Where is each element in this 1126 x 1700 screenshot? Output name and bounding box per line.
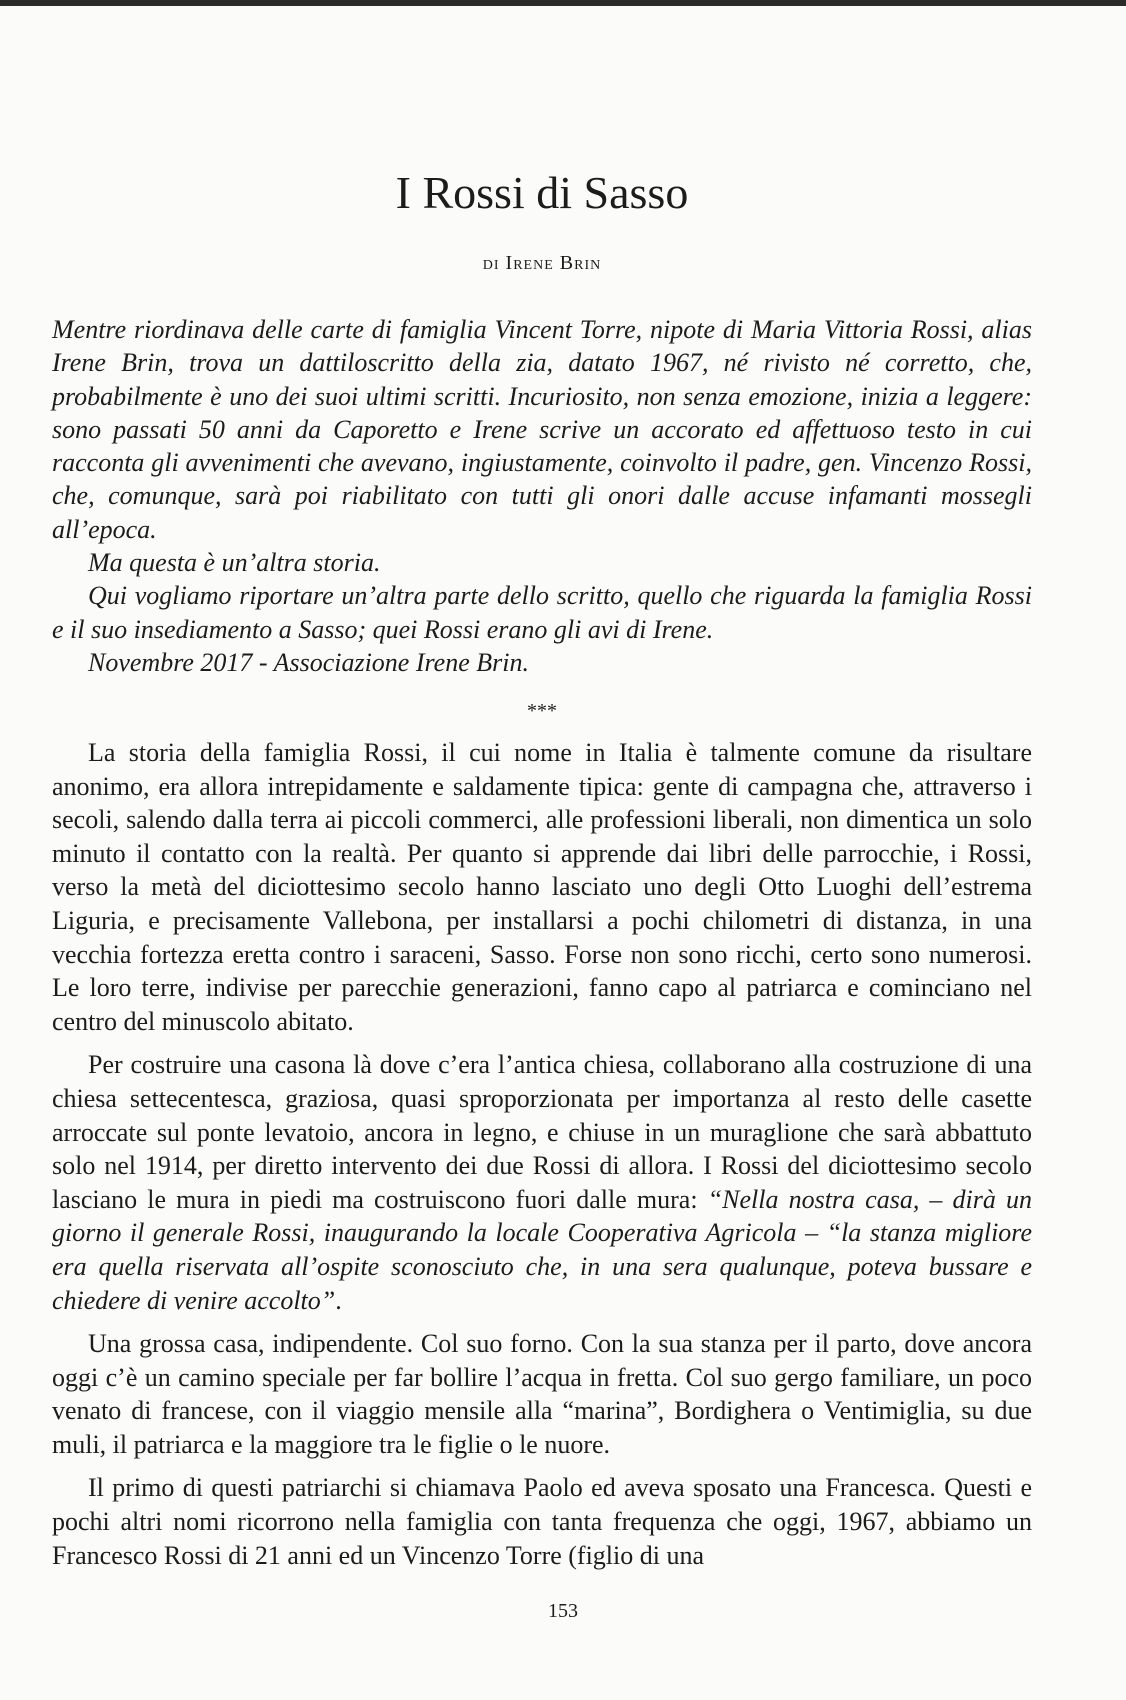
body-paragraph-3: Una grossa casa, indipendente. Col suo forno. Con la sua stanza per il parto, dove ancora oggi c’è un camino speciale per far bollire l’acqua in fretta. Col suo gergo familiare, un poco venato di francese, con il viaggio mensile alla “marina”, Bordighera o Ventimiglia, su due muli, il patriarca e la maggiore tra le figlie o le nuore. <box>52 1329 1032 1459</box>
main-text <box>52 736 1032 1572</box>
page-number: 153 <box>548 1600 578 1622</box>
general-rossi-quote: “Nella nostra casa, – dirà un giorno il generale Rossi, inaugurando la locale Cooperativa Agricola – “la stanza migliore era quella riservata all’ospite sconosciuto che, in una sera qualunque, poteva bussare e chiedere di venire accolto” <box>52 1184 1033 1315</box>
intro-signature: Novembre 2017 - Associazione Irene Brin. <box>88 647 529 677</box>
intro-paragraph-1: Mentre riordinava delle carte di famiglia Vincent Torre, nipote di Maria Vittoria Rossi, alias Irene Brin, trova un dattiloscritto della zia, datato 1967, né rivisto né corretto, che, probabilmente è uno dei suoi ultimi scritti. Incuriosito, non senza emozione, inizia a leggere: sono passati 50 anni da Caporetto e Irene scrive un accorato ed affettuoso testo in cui racconta gli avvenimenti che avevano, ingiustamente, coinvolto il padre, gen. Vincenzo Rossi, che, comunque, sarà poi riabilitato con tutti gli onori dalle accuse infamanti mossegli all’epoca. <box>52 315 1032 544</box>
section-separator: *** <box>527 700 557 722</box>
body-paragraph-2 <box>52 1048 1032 1317</box>
intro-paragraph-2: Ma questa è un’altra storia. <box>88 548 381 578</box>
body-paragraph-4: Il primo di questi patriarchi si chiamava Paolo ed aveva sposato una Francesca. Questi e pochi altri nomi ricorrono nella famiglia con tanta frequenza che oggi, 1967, abbiamo un Francesco Rossi di 21 anni ed un Vincenzo Torre (figlio di una <box>52 1473 1032 1570</box>
editorial-introduction <box>52 313 1032 679</box>
author-byline: di Irene Brin <box>482 252 602 274</box>
chapter-title: I Rossi di Sasso <box>395 167 689 218</box>
intro-paragraph-3: Qui vogliamo riportare un’altra parte dello scritto, quello che riguarda la famiglia Rossi e il suo insediamento a Sasso; quei Rossi erano gli avi di Irene. <box>52 581 1032 644</box>
body-paragraph-2-text: Per costruire una casona là dove c’era l’antica chiesa, collaborano alla costruzione di una chiesa settecentesca, graziosa, quasi sproporzionata per importanza al resto delle casette arroccate sul ponte levatoio, ancora in legno, e chiuse in un muraglione che sarà abbattuto solo nel 1914, per diretto intervento dei due Rossi di allora. I Rossi del diciottesimo secolo lasciano le mura in piedi ma costruiscono fuori dalle mura: <box>52 1050 1032 1214</box>
body-paragraph-1: La storia della famiglia Rossi, il cui nome in Italia è talmente comune da risultare anonimo, era allora intrepidamente e saldamente tipica: gente di campagna che, attraverso i secoli, salendo dalla terra ai piccoli commerci, alle professioni liberali, non dimentica un solo minuto il contatto con la realtà. Per quanto si apprende dai libri delle parrocchie, i Rossi, verso la metà del diciottesimo secolo hanno lasciato uno degli Otto Luoghi dell’estrema Liguria, e precisamente Vallebona, per installarsi a pochi chilometri di distanza, in una vecchia fortezza eretta contro i saraceni, Sasso. Forse non sono ricchi, certo sono numerosi. Le loro terre, indivise per parecchie generazioni, fanno capo al patriarca e cominciano nel centro del minuscolo abitato. <box>52 738 1032 1036</box>
top-edge-rule <box>0 0 1126 6</box>
body-paragraph-2-end: . <box>335 1285 342 1315</box>
